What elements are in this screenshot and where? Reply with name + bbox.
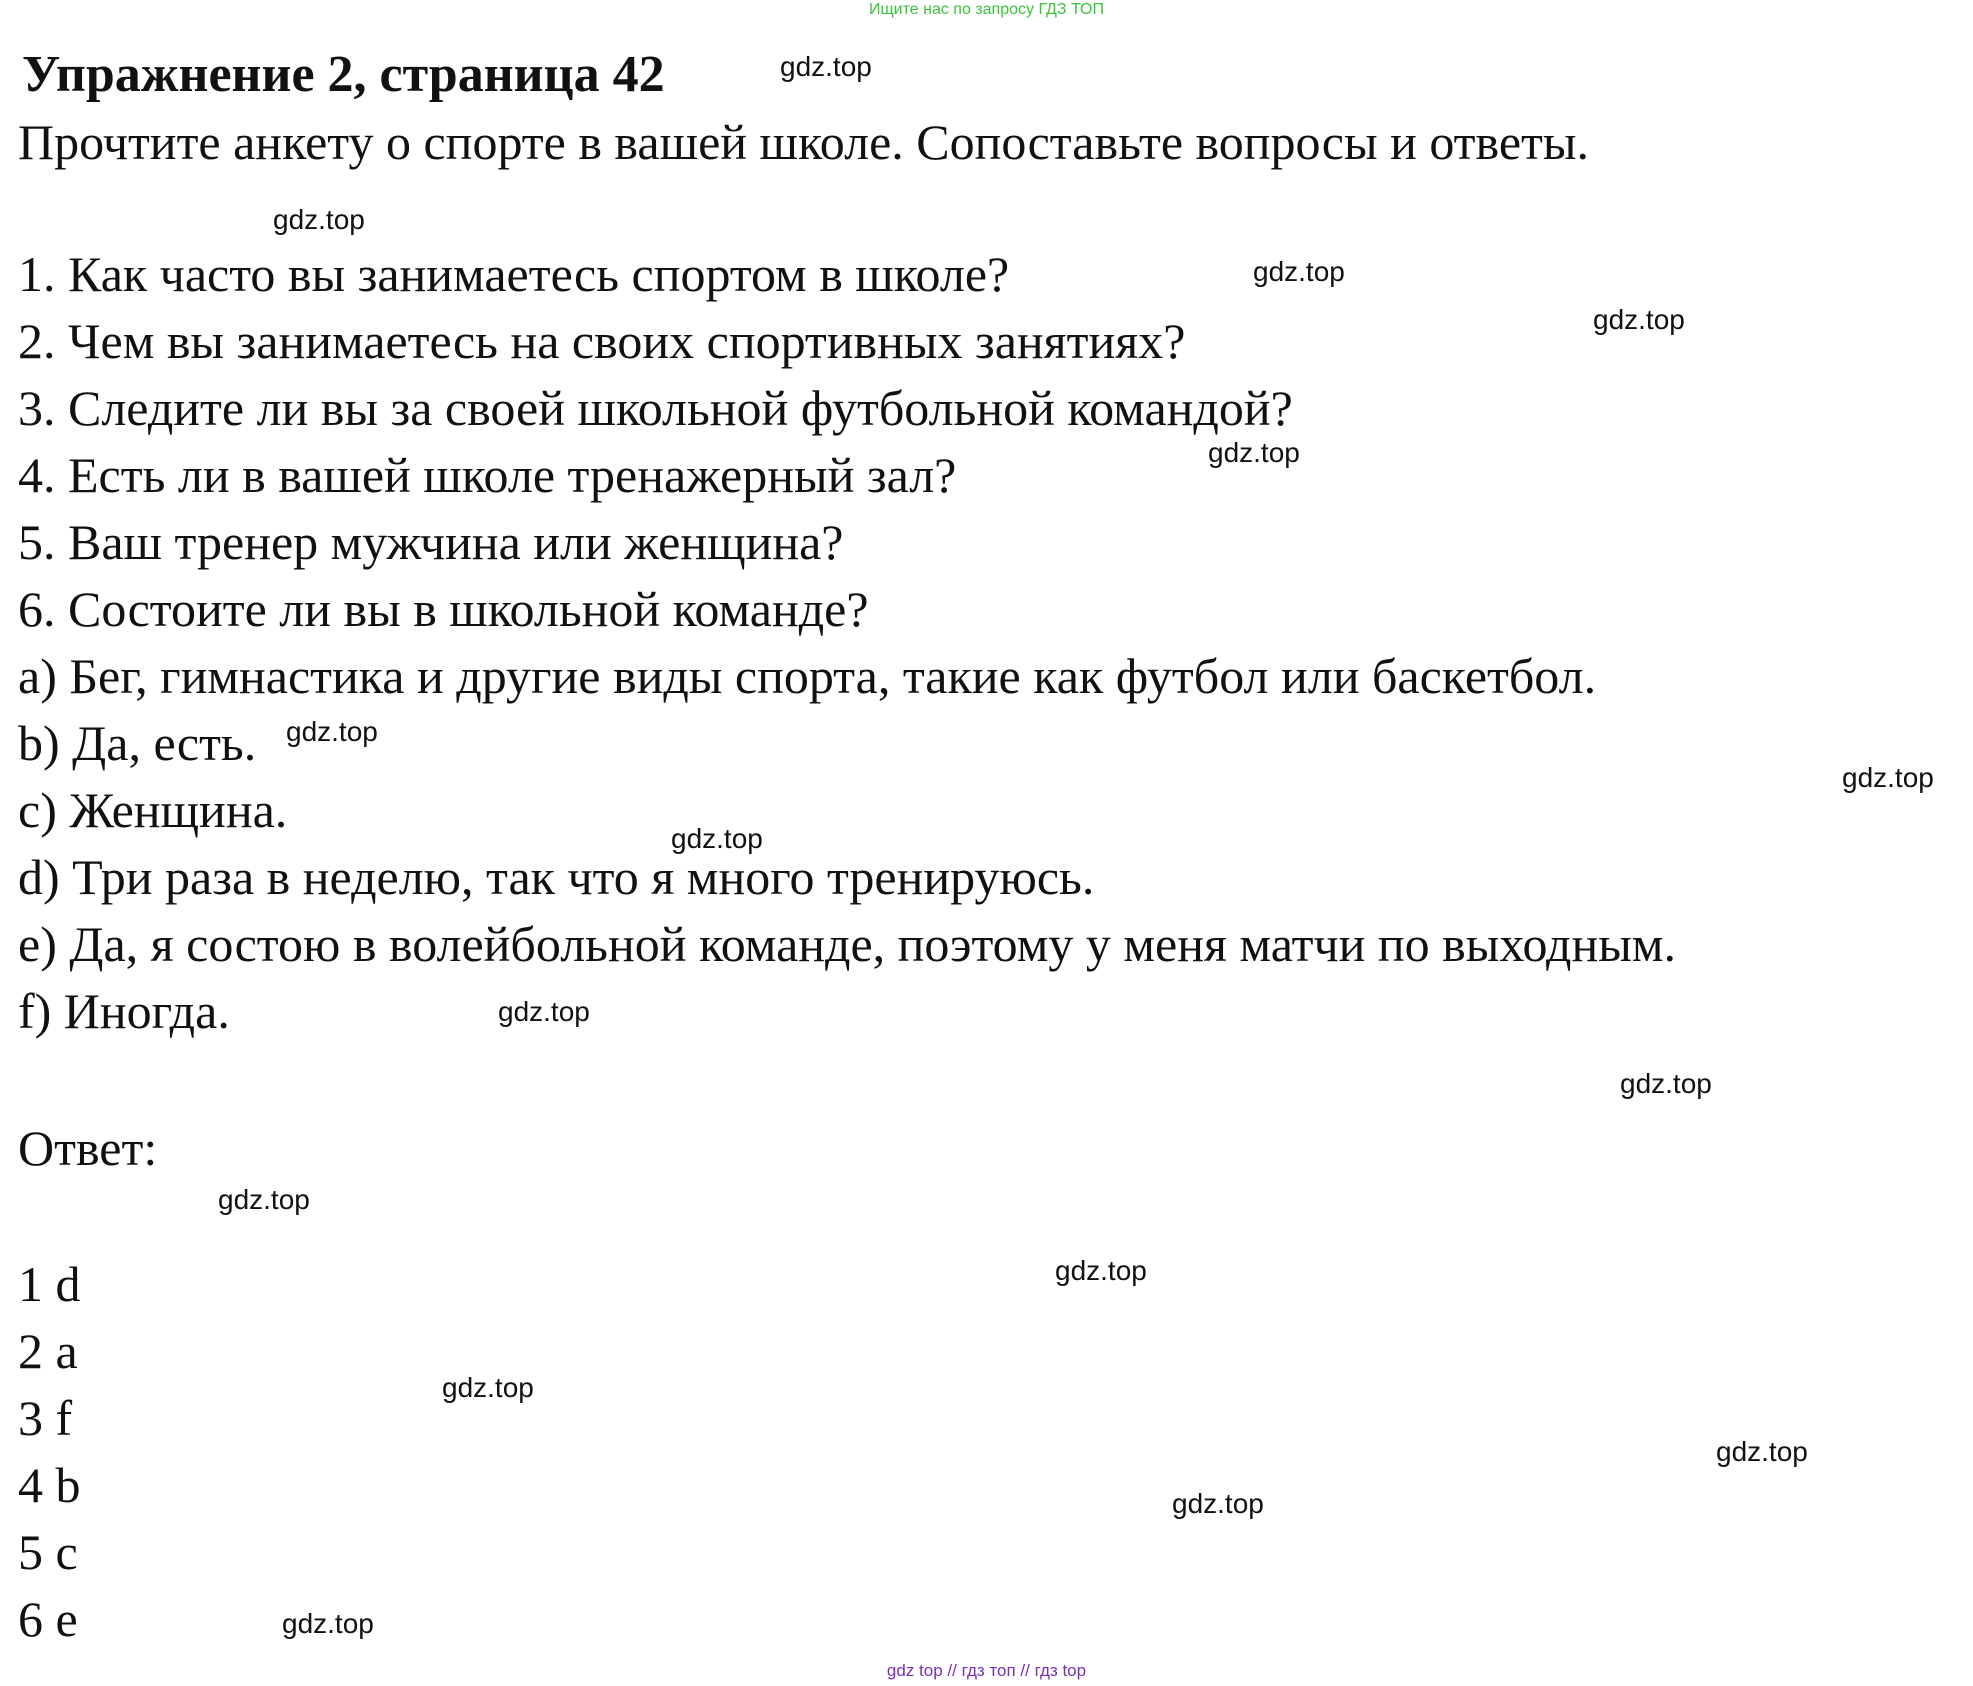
watermark: gdz.top bbox=[1253, 256, 1345, 287]
watermark: gdz.top bbox=[1208, 437, 1300, 468]
watermark: gdz.top bbox=[1172, 1488, 1264, 1519]
answer-item: 2 a bbox=[18, 1323, 78, 1379]
option-item: b) Да, есть. bbox=[18, 715, 257, 771]
answer-item: 5 c bbox=[18, 1524, 78, 1580]
question-item: 3. Следите ли вы за своей школьной футбольной командой? bbox=[18, 380, 1293, 436]
instruction-text: Прочтите анкету о спорте в вашей школе. Сопоставьте вопросы и ответы. bbox=[18, 114, 1589, 170]
question-item: 4. Есть ли в вашей школе тренажерный зал? bbox=[18, 447, 957, 503]
footer-text: gdz top // гдз топ // гдз top bbox=[886, 1661, 1087, 1680]
option-item: f) Иногда. bbox=[18, 983, 230, 1039]
question-item: 1. Как часто вы занимаетесь спортом в школе? bbox=[18, 246, 1010, 302]
top-banner: Ищите нас по запросу ГДЗ ТОП bbox=[869, 1, 1104, 18]
option-item: a) Бег, гимнастика и другие виды спорта, такие как футбол или баскетбол. bbox=[18, 648, 1597, 704]
watermark: gdz.top bbox=[442, 1372, 534, 1403]
watermark: gdz.top bbox=[498, 996, 590, 1027]
answer-item: 3 f bbox=[18, 1390, 73, 1446]
answer-item: 6 e bbox=[18, 1591, 78, 1647]
watermark: gdz.top bbox=[1842, 762, 1934, 793]
watermark: gdz.top bbox=[1593, 304, 1685, 335]
answer-item: 1 d bbox=[18, 1256, 81, 1312]
watermark: gdz.top bbox=[780, 51, 872, 82]
option-item: c) Женщина. bbox=[18, 782, 288, 838]
option-item: e) Да, я состою в волейбольной команде, поэтому у меня матчи по выходным. bbox=[18, 916, 1676, 972]
watermark: gdz.top bbox=[218, 1184, 310, 1215]
watermark: gdz.top bbox=[1055, 1255, 1147, 1286]
watermark: gdz.top bbox=[273, 204, 365, 235]
question-item: 2. Чем вы занимаетесь на своих спортивных занятиях? bbox=[18, 313, 1186, 369]
watermark: gdz.top bbox=[282, 1608, 374, 1639]
option-item: d) Три раза в неделю, так что я много тренируюсь. bbox=[18, 849, 1095, 905]
answer-item: 4 b bbox=[18, 1457, 81, 1513]
watermark: gdz.top bbox=[286, 716, 378, 747]
answer-heading: Ответ: bbox=[18, 1120, 158, 1176]
page-title: Упражнение 2, страница 42 bbox=[22, 46, 665, 103]
watermark: gdz.top bbox=[671, 823, 763, 854]
question-item: 6. Состоите ли вы в школьной команде? bbox=[18, 581, 869, 637]
watermark: gdz.top bbox=[1620, 1068, 1712, 1099]
question-item: 5. Ваш тренер мужчина или женщина? bbox=[18, 514, 844, 570]
watermark: gdz.top bbox=[1716, 1436, 1808, 1467]
